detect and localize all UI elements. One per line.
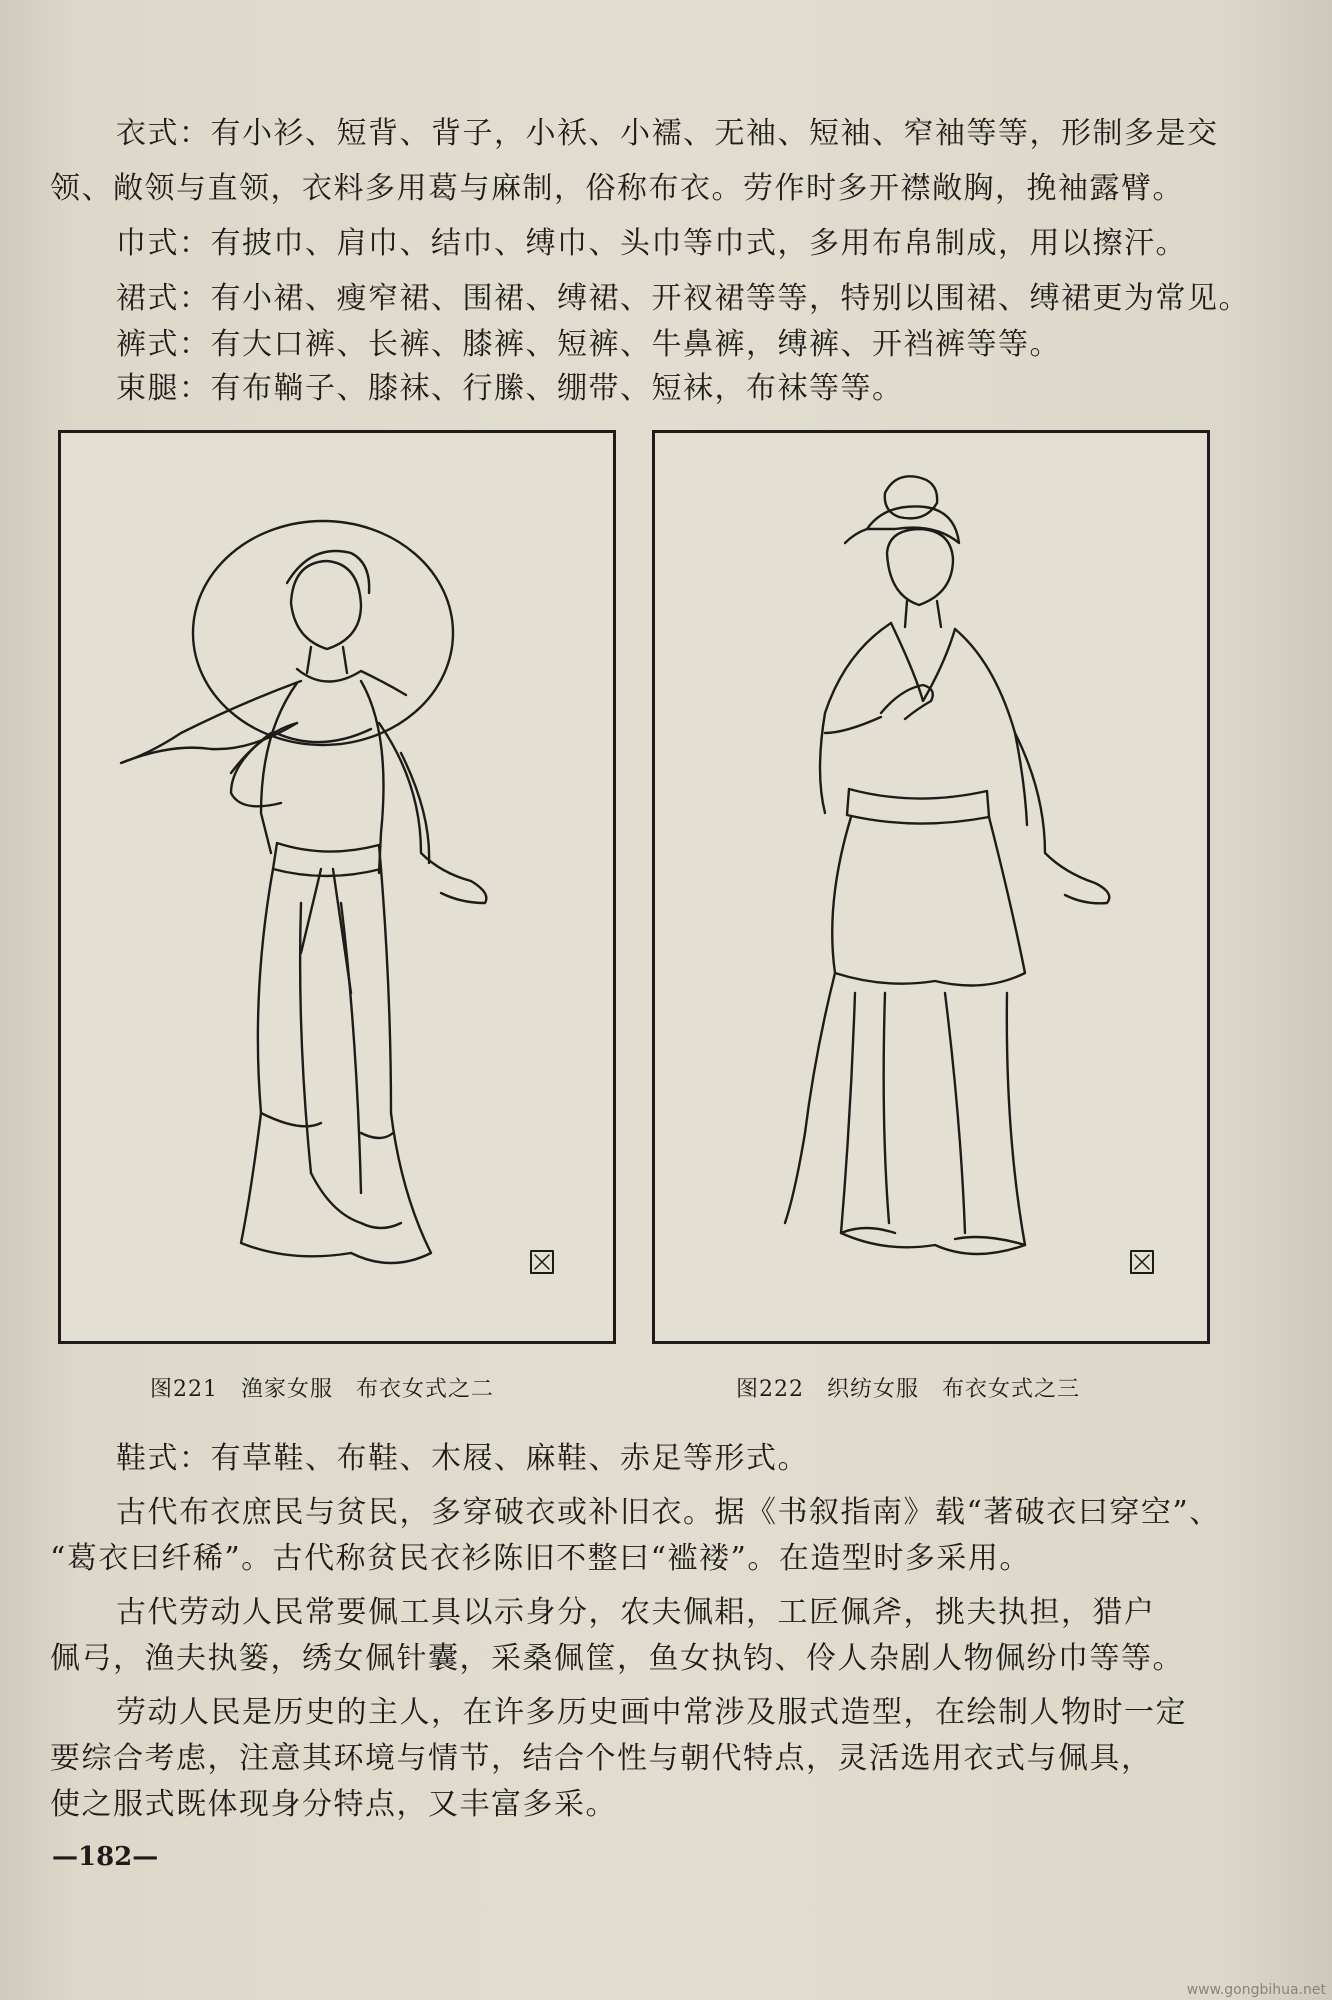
para-tools-line2: 佩弓，渔夫执篓，绣女佩针囊，采桑佩筐，鱼女执钧、伶人杂剧人物佩纷巾等等。 (50, 1641, 1184, 1676)
para-skirt: 裙式：有小裙、瘦窄裙、围裙、缚裙、开衩裙等等，特别以围裙、缚裙更为常见。 (116, 281, 1250, 316)
para-clothing-line2: 领、敞领与直领，衣料多用葛与麻制，俗称布衣。劳作时多开襟敞胸，挽袖露臂。 (50, 171, 1184, 206)
caption-figure-221: 图221 渔家女服 布衣女式之二 (150, 1377, 494, 1402)
para-conclusion-line3: 使之服式既体现身分特点，又丰富多采。 (50, 1787, 617, 1822)
para-scarf: 巾式：有披巾、肩巾、结巾、缚巾、头巾等巾式，多用布帛制成，用以擦汗。 (116, 226, 1187, 261)
face (291, 561, 361, 649)
para-shoes: 鞋式：有草鞋、布鞋、木屐、麻鞋、赤足等形式。 (116, 1441, 809, 1476)
para-poor-line2: “葛衣曰纤稀”。古代称贫民衣衫陈旧不整曰“褴褛”。在造型时多采用。 (50, 1541, 1031, 1576)
hat-brim (193, 521, 453, 745)
para-clothing-line1: 衣式：有小衫、短背、背子，小袄、小襦、无袖、短袖、窄袖等等，形制多是交 (116, 116, 1219, 151)
para-tools-line1: 古代劳动人民常要佩工具以示身分，农夫佩耜，工匠佩斧，挑夫执担，猎户 (116, 1595, 1156, 1630)
para-conclusion-line1: 劳动人民是历史的主人，在许多历史画中常涉及服式造型，在绘制人物时一定 (116, 1695, 1187, 1730)
weaver-woman-illustration (655, 433, 1207, 1341)
watermark: www.gongbihua.net (1186, 1982, 1326, 1998)
para-leg: 束腿：有布鞝子、膝袜、行縢、绷带、短袜，布袜等等。 (116, 371, 904, 406)
para-conclusion-line2: 要综合考虑，注意其环境与情节，结合个性与朝代特点，灵活选用衣式与佩具， (50, 1741, 1153, 1776)
fisher-woman-illustration (61, 433, 613, 1341)
para-trousers: 裤式：有大口裤、长裤、膝裤、短裤、牛鼻裤，缚裤、开裆裤等等。 (116, 327, 1061, 362)
page-number: —182— (52, 1842, 159, 1872)
caption-figure-222: 图222 织纺女服 布衣女式之三 (736, 1377, 1080, 1402)
figure-221-frame (58, 430, 616, 1344)
para-poor-line1: 古代布衣庶民与贫民，多穿破衣或补旧衣。据《书叙指南》载“著破衣曰穿空”、 (116, 1495, 1221, 1530)
figure-222-frame (652, 430, 1210, 1344)
face (887, 529, 953, 605)
